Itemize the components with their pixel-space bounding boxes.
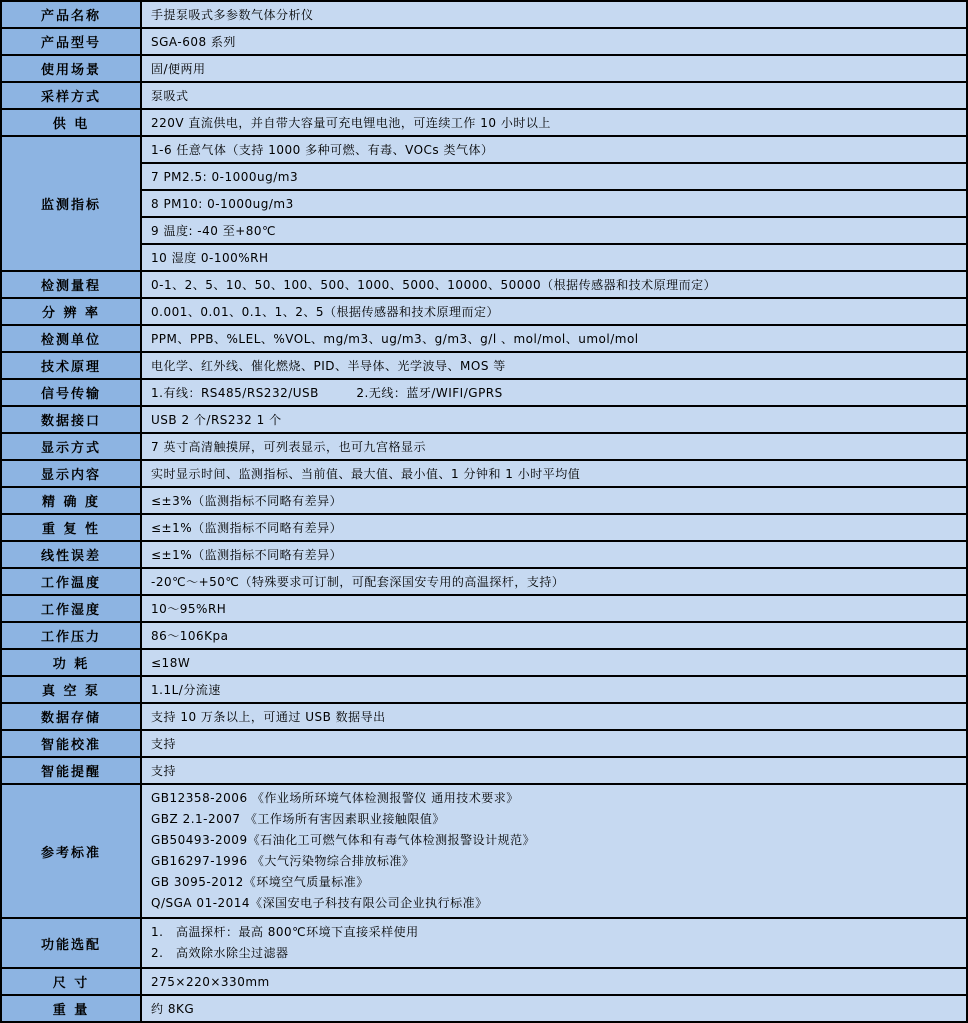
spec-label-work-humidity: 工作湿度 [1,595,141,622]
spec-label-dimensions: 尺 寸 [1,968,141,995]
table-row [1,649,967,676]
spec-value-consumption: ≤18W [141,649,967,676]
spec-label-data-interface: 数据接口 [1,406,141,433]
table-row [1,622,967,649]
spec-label-repeatability: 重 复 性 [1,514,141,541]
spec-value-dimensions: 275×220×330mm [141,968,967,995]
spec-value-monitor-2: 7 PM2.5: 0-1000ug/m3 [141,163,967,190]
spec-label-vacuum-pump: 真 空 泵 [1,676,141,703]
table-row [1,109,967,136]
optional-feature-line: 1. 高温探杆：最高 800℃环境下直接采样使用 [151,925,419,939]
spec-value-vacuum-pump: 1.1L/分流速 [141,676,967,703]
table-row [1,703,967,730]
spec-label-product-name: 产品名称 [1,1,141,28]
spec-value-accuracy: ≤±3%（监测指标不同略有差异） [141,487,967,514]
spec-value-product-name: 手提泵吸式多参数气体分析仪 [141,1,967,28]
table-row [1,163,967,190]
spec-label-consumption: 功 耗 [1,649,141,676]
table-row [1,995,967,1022]
spec-label-work-temp: 工作温度 [1,568,141,595]
spec-value-reference-standards [141,784,967,918]
reference-standard-line: GBZ 2.1-2007 《工作场所有害因素职业接触限值》 [151,812,445,826]
spec-value-monitor-4: 9 温度: -40 至+80℃ [141,217,967,244]
spec-label-range: 检测量程 [1,271,141,298]
spec-value-unit: PPM、PPB、%LEL、%VOL、mg/m3、ug/m3、g/m3、g/l 、mol/mol、umol/mol [141,325,967,352]
table-row [1,487,967,514]
spec-value-model: SGA-608 系列 [141,28,967,55]
spec-value-monitor-1: 1-6 任意气体（支持 1000 多种可燃、有毒、VOCs 类气体） [141,136,967,163]
reference-standard-line: GB12358-2006 《作业场所环境气体检测报警仪 通用技术要求》 [151,791,519,805]
table-row [1,136,967,163]
spec-value-monitor-5: 10 湿度 0-100%RH [141,244,967,271]
spec-value-signal: 1.有线：RS485/RS232/USB 2.无线：蓝牙/WIFI/GPRS [141,379,967,406]
spec-label-model: 产品型号 [1,28,141,55]
table-row [1,190,967,217]
reference-standard-line: Q/SGA 01-2014《深国安电子科技有限公司企业执行标准》 [151,896,488,910]
spec-value-display-mode: 7 英寸高清触摸屏，可列表显示，也可九宫格显示 [141,433,967,460]
spec-value-work-temp: -20℃～+50℃（特殊要求可订制，可配套深国安专用的高温探杆，支持） [141,568,967,595]
spec-value-repeatability: ≤±1%（监测指标不同略有差异） [141,514,967,541]
table-row [1,433,967,460]
spec-label-reference-standards: 参考标准 [1,784,141,918]
spec-label-resolution: 分 辨 率 [1,298,141,325]
table-row [1,730,967,757]
table-row [1,514,967,541]
table-row [1,676,967,703]
optional-feature-line: 2. 高效除水除尘过滤器 [151,946,289,960]
table-row [1,28,967,55]
table-row [1,82,967,109]
table-row [1,757,967,784]
table-row [1,918,967,968]
spec-value-sampling: 泵吸式 [141,82,967,109]
table-row [1,595,967,622]
spec-value-work-pressure: 86～106Kpa [141,622,967,649]
table-row [1,325,967,352]
spec-label-display-content: 显示内容 [1,460,141,487]
table-row [1,379,967,406]
table-row [1,298,967,325]
spec-value-principle: 电化学、红外线、催化燃烧、PID、半导体、光学波导、MOS 等 [141,352,967,379]
spec-label-display-mode: 显示方式 [1,433,141,460]
spec-value-smart-calibration: 支持 [141,730,967,757]
spec-value-range: 0-1、2、5、10、50、100、500、1000、5000、10000、50000（根据传感器和技术原理而定） [141,271,967,298]
spec-value-work-humidity: 10～95%RH [141,595,967,622]
spec-value-weight: 约 8KG [141,995,967,1022]
spec-label-smart-reminder: 智能提醒 [1,757,141,784]
spec-label-scenario: 使用场景 [1,55,141,82]
spec-value-power: 220V 直流供电，并自带大容量可充电锂电池，可连续工作 10 小时以上 [141,109,967,136]
spec-label-weight: 重 量 [1,995,141,1022]
spec-value-scenario: 固/便两用 [141,55,967,82]
table-row [1,784,967,918]
spec-label-smart-calibration: 智能校准 [1,730,141,757]
spec-label-unit: 检测单位 [1,325,141,352]
reference-standard-line: GB50493-2009《石油化工可燃气体和有毒气体检测报警设计规范》 [151,833,536,847]
spec-value-resolution: 0.001、0.01、0.1、1、2、5（根据传感器和技术原理而定） [141,298,967,325]
table-row [1,244,967,271]
table-row [1,568,967,595]
spec-value-display-content: 实时显示时间、监测指标、当前值、最大值、最小值、1 分钟和 1 小时平均值 [141,460,967,487]
table-row [1,55,967,82]
spec-value-optional-features [141,918,967,968]
spec-label-optional-features: 功能选配 [1,918,141,968]
table-row [1,460,967,487]
table-row [1,541,967,568]
table-row [1,217,967,244]
reference-standard-line: GB 3095-2012《环境空气质量标准》 [151,875,369,889]
table-row [1,352,967,379]
table-row [1,1,967,28]
table-row [1,968,967,995]
spec-label-linearity: 线性误差 [1,541,141,568]
spec-label-power: 供 电 [1,109,141,136]
spec-value-linearity: ≤±1%（监测指标不同略有差异） [141,541,967,568]
spec-label-data-storage: 数据存储 [1,703,141,730]
table-row [1,271,967,298]
spec-label-signal: 信号传输 [1,379,141,406]
spec-label-accuracy: 精 确 度 [1,487,141,514]
spec-value-smart-reminder: 支持 [141,757,967,784]
spec-label-principle: 技术原理 [1,352,141,379]
table-row [1,406,967,433]
spec-label-sampling: 采样方式 [1,82,141,109]
spec-value-data-interface: USB 2 个/RS232 1 个 [141,406,967,433]
reference-standard-line: GB16297-1996 《大气污染物综合排放标准》 [151,854,415,868]
spec-label-monitor-indicators: 监测指标 [1,136,141,271]
spec-value-monitor-3: 8 PM10: 0-1000ug/m3 [141,190,967,217]
spec-label-work-pressure: 工作压力 [1,622,141,649]
spec-value-data-storage: 支持 10 万条以上，可通过 USB 数据导出 [141,703,967,730]
